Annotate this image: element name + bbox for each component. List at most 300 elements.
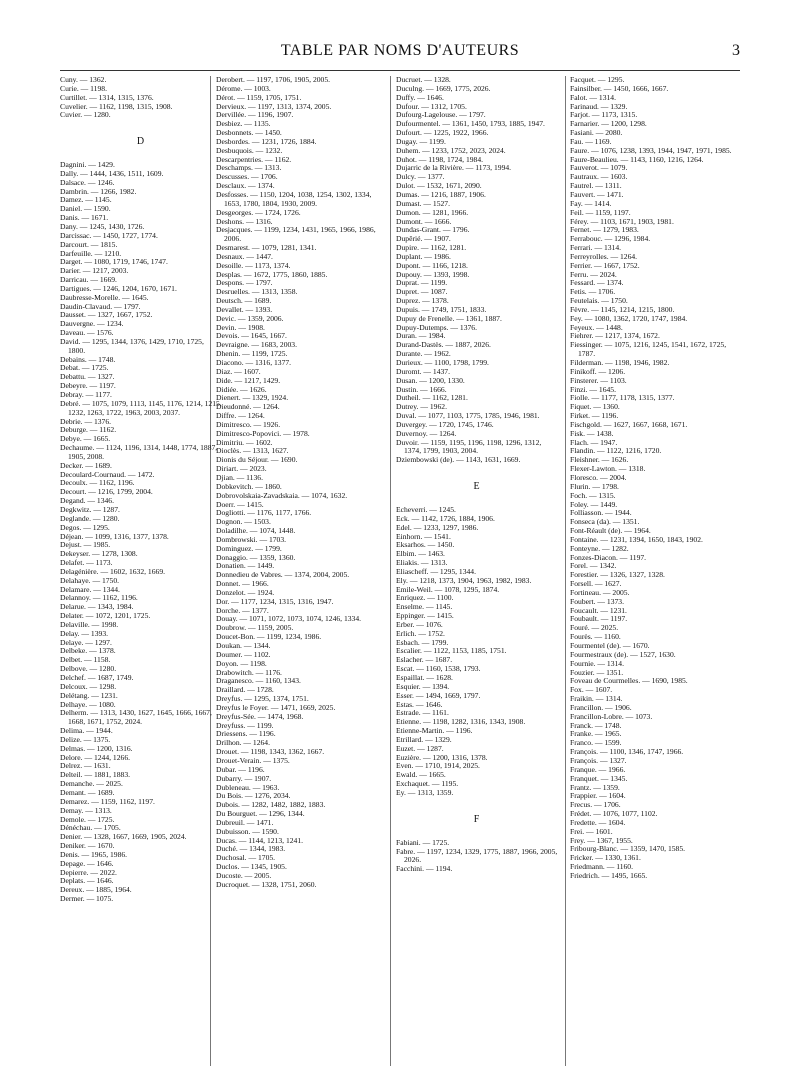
index-entry: Finsterer. — 1103.: [570, 375, 627, 385]
index-entry: Erber. — 1076.: [396, 619, 443, 629]
index-entry: Espaillat. — 1628.: [396, 673, 453, 682]
index-entry: Dartigues. — 1246, 1204, 1670, 1671.: [60, 283, 177, 293]
index-entry: Ey. — 1313, 1359.: [396, 787, 454, 797]
index-entry: Driessens. — 1196.: [216, 729, 276, 739]
index-column-1: [60, 76, 222, 1072]
index-entry: Dervieux. — 1197, 1313, 1374, 2005.: [216, 101, 332, 111]
index-column-2: [216, 76, 378, 1072]
index-entry: Eliakis. — 1313.: [396, 558, 448, 568]
index-entry: Fonteyne. — 1282.: [570, 543, 629, 553]
index-entry: Dogliotti. — 1176, 1177, 1766.: [216, 508, 312, 518]
index-entry: Fournie. — 1314.: [570, 658, 624, 668]
index-entry: Franck. — 1748.: [570, 720, 622, 730]
index-entry: Duché. — 1344, 1983.: [216, 844, 286, 854]
index-entry: Didiée. — 1626.: [216, 384, 267, 394]
index-entry: Fautraux. — 1603.: [570, 172, 628, 182]
index-entry: Desnaux. — 1447.: [216, 251, 273, 261]
index-entry: Floresco. — 2004.: [570, 472, 627, 482]
index-entry: Donnet. — 1966.: [216, 579, 269, 589]
index-entry: Fasiani. — 2080.: [570, 128, 623, 138]
index-entry: Frei. — 1601.: [570, 826, 613, 836]
index-entry: Draganesco. — 1160, 1343.: [216, 676, 301, 686]
index-entry: Dulot. — 1532, 1671, 2090.: [396, 181, 482, 191]
index-entry: Dutheil. — 1162, 1281.: [396, 393, 468, 403]
index-entry: Farinaud. — 1329.: [570, 101, 628, 111]
index-entry: Debattu. — 1327.: [60, 372, 115, 382]
index-entry: Foveau de Courmelles. — 1690, 1985.: [570, 676, 688, 686]
index-entry: Exchaquet. — 1195.: [396, 779, 459, 789]
index-entry: Dambrin. — 1266, 1982.: [60, 186, 137, 196]
index-entry: Darcourt. — 1815.: [60, 239, 118, 249]
index-entry: Franquet. — 1345.: [570, 773, 628, 783]
index-entry: Drabowitch. — 1176.: [216, 667, 282, 677]
index-entry: Darget. — 1080, 1719, 1746, 1747.: [60, 257, 168, 267]
index-entry: Delay. — 1393.: [60, 628, 109, 638]
index-entry: Dany. — 1245, 1430, 1726.: [60, 221, 145, 231]
index-entry: Decker. — 1689.: [60, 460, 112, 470]
index-entry: Forsell. — 1627.: [570, 579, 622, 589]
index-entry: Devin. — 1908.: [216, 322, 265, 332]
index-columns: [60, 76, 740, 1072]
index-entry: Emile-Weil. — 1078, 1295, 1874.: [396, 584, 500, 594]
index-entry: Dupret. — 1087.: [396, 287, 448, 297]
index-entry: Frédet. — 1076, 1077, 1102.: [570, 809, 658, 819]
index-entry: Drouet-Verain. — 1375.: [216, 755, 290, 765]
index-entry: Dufourg-Lagelouse. — 1797.: [396, 110, 486, 120]
index-entry: Francillon. — 1906.: [570, 702, 632, 712]
index-entry: Font-Réault (de). — 1964.: [570, 526, 651, 536]
index-entry: Fouzier. — 1351.: [570, 667, 624, 677]
index-entry: Foubert. — 1373.: [570, 596, 624, 606]
index-entry: Dermer. — 1075.: [60, 894, 114, 904]
index-entry: Dagnini. — 1429.: [60, 160, 115, 170]
index-entry: Dumast. — 1527.: [396, 198, 450, 208]
index-entry: Duprez. — 1378.: [396, 296, 449, 306]
index-entry: Folliasson. — 1944.: [570, 508, 632, 518]
index-entry: Escat. — 1160, 1538, 1793.: [396, 664, 481, 674]
index-entry: Draillard. — 1728.: [216, 685, 274, 695]
index-entry: Farnarier. — 1200, 1298.: [570, 119, 647, 129]
index-entry: Fischgold. — 1627, 1667, 1668, 1671.: [570, 419, 688, 429]
index-entry: Ducroquet. — 1328, 1751, 2060.: [216, 879, 317, 889]
index-entry: Foubault. — 1197.: [570, 614, 628, 624]
index-entry: Foucault. — 1231.: [570, 605, 627, 615]
section-letter: E: [473, 481, 481, 493]
page-number: 3: [732, 42, 740, 59]
index-entry: Fau. — 1169.: [570, 136, 612, 146]
index-entry: Etienne. — 1198, 1282, 1316, 1343, 1908.: [396, 717, 526, 727]
index-entry: Dienert. — 1329, 1924.: [216, 393, 289, 403]
index-entry: Enselme. — 1145.: [396, 602, 453, 612]
index-entry: Fainsilber. — 1450, 1666, 1667.: [570, 83, 669, 93]
index-entry: Filderman. — 1198, 1946, 1982.: [570, 358, 670, 367]
index-entry: Duran. — 1984.: [396, 331, 446, 341]
index-entry: Donzelot. — 1924.: [216, 587, 275, 597]
index-entry: Dechaume. — 1124, 1196, 1314, 1448, 1774, 1887, 1905, 2008.: [60, 443, 218, 461]
index-entry: Demant. — 1689.: [60, 787, 115, 797]
index-entry: Erlich. — 1752.: [396, 628, 445, 638]
index-entry: Delbet. — 1158.: [60, 655, 111, 665]
index-entry: Doumer. — 1102.: [216, 649, 271, 659]
index-entry: Dubarry. — 1907.: [216, 773, 272, 783]
index-entry: Devraigne. — 1683, 2003.: [216, 340, 297, 350]
index-entry: Delteil. — 1881, 1883.: [60, 770, 131, 780]
index-entry: Depierre. — 2022.: [60, 867, 117, 877]
index-entry: Desbuquois. — 1232.: [216, 145, 283, 155]
index-entry: Dervillée. — 1196, 1907.: [216, 110, 294, 120]
index-entry: Cuvelier. — 1162, 1198, 1315, 1908.: [60, 101, 173, 111]
index-entry: Fernet. — 1279, 1983.: [570, 225, 639, 235]
index-entry: Curtillet. — 1314, 1315, 1376.: [60, 92, 154, 102]
index-entry: Ely. — 1218, 1373, 1904, 1963, 1982, 1983.: [396, 575, 532, 585]
index-entry: Etrillard. — 1329.: [396, 734, 452, 744]
index-entry: Feil. — 1159, 1197.: [570, 207, 631, 217]
index-entry: Damez. — 1145.: [60, 195, 112, 205]
index-entry: Degos. — 1295.: [60, 522, 110, 532]
index-entry: Desoille. — 1173, 1374.: [216, 260, 291, 270]
index-entry: Dide. — 1217, 1429.: [216, 375, 281, 385]
column-divider: [390, 76, 391, 1066]
index-entry: Delhaye. — 1080.: [60, 699, 116, 709]
index-column-4: [570, 76, 732, 1072]
index-entry: Djian. — 1136.: [216, 472, 263, 482]
index-entry: Forestier. — 1326, 1327, 1328.: [570, 570, 665, 580]
index-entry: Esser. — 1494, 1669, 1797.: [396, 690, 481, 700]
index-entry: Ferreyrolles. — 1264.: [570, 251, 638, 261]
index-entry: Cuvier. — 1280.: [60, 110, 111, 120]
index-entry: Dziembowski (de). — 1143, 1631, 1669.: [396, 455, 521, 465]
index-entry: Euzet. — 1287.: [396, 743, 444, 753]
index-entry: Dieudonné. — 1264.: [216, 402, 280, 412]
index-entry: Einhorn. — 1541.: [396, 531, 451, 541]
index-entry: Dioclès. — 1313, 1627.: [216, 446, 289, 456]
index-entry: Ferrabouc. — 1296, 1984.: [570, 234, 651, 244]
index-entry: Desbonnets. — 1450.: [216, 128, 282, 138]
index-entry: Dubar. — 1196.: [216, 764, 265, 774]
index-entry: Delaye. — 1297.: [60, 637, 112, 647]
index-entry: Dereux. — 1885, 1964.: [60, 885, 132, 895]
index-entry: Duvernoy. — 1264.: [396, 428, 457, 438]
index-entry: Degand. — 1346.: [60, 496, 114, 506]
index-entry: Dumont. — 1666.: [396, 216, 452, 226]
index-entry: Doubrow. — 1159, 2005.: [216, 623, 294, 633]
index-entry: Delcoux. — 1298.: [60, 681, 117, 691]
index-entry: Esquier. — 1394.: [396, 681, 450, 691]
index-entry: Fabre. — 1197, 1234, 1329, 1775, 1887, 1966, 2005, 2026.: [396, 846, 558, 865]
index-entry: Falot. — 1314.: [570, 92, 616, 102]
index-entry: Derobert. — 1197, 1706, 1905, 2005.: [216, 76, 331, 84]
page-title: TABLE PAR NOMS D'AUTEURS: [280, 42, 520, 59]
index-entry: Dufour. — 1312, 1705.: [396, 101, 467, 111]
index-entry: Donnedieu de Vabres. — 1374, 2004, 2005.: [216, 570, 350, 580]
index-entry: Desgeorges. — 1724, 1726.: [216, 207, 301, 217]
index-entry: Duval. — 1077, 1103, 1775, 1785, 1946, 1981.: [396, 411, 540, 421]
index-entry: Dénéchau. — 1705.: [60, 823, 121, 833]
index-entry: Fiessinger. — 1075, 1216, 1245, 1541, 1672, 1725, 1787.: [570, 340, 727, 359]
index-entry: Elbim. — 1463.: [396, 549, 445, 559]
index-entry: Fourmestraux (de). — 1527, 1630.: [570, 649, 676, 659]
index-entry: Dumas. — 1216, 1887, 1906.: [396, 189, 486, 199]
index-entry: Delaville. — 1998.: [60, 619, 119, 629]
index-entry: Drouet. — 1198, 1343, 1362, 1667.: [216, 747, 325, 757]
index-entry: Frappier. — 1604.: [570, 791, 626, 801]
index-entry: Douay. — 1071, 1072, 1073, 1074, 1246, 1334.: [216, 614, 362, 624]
index-entry: Dulcy. — 1377.: [396, 172, 445, 182]
index-entry: Friedrich. — 1495, 1665.: [570, 870, 648, 880]
index-entry: Durante. — 1962.: [396, 349, 451, 359]
index-entry: Delahaye. — 1750.: [60, 575, 120, 585]
index-entry: Eliascheff. — 1295, 1344.: [396, 566, 477, 576]
index-entry: Dreyfus. — 1295, 1374, 1751.: [216, 694, 309, 704]
index-entry: Faure-Beaulieu. — 1143, 1160, 1216, 1264.: [570, 154, 704, 164]
index-entry: Doukan. — 1344.: [216, 641, 271, 650]
index-entry: Ducas. — 1144, 1213, 1241.: [216, 835, 304, 845]
index-entry: Delchef. — 1687, 1749.: [60, 673, 134, 682]
index-entry: Duplant. — 1986.: [396, 251, 451, 261]
index-entry: Delafet. — 1173.: [60, 558, 113, 568]
index-entry: Dalsace. — 1246.: [60, 177, 115, 187]
index-entry: Dutrey. — 1962.: [396, 402, 447, 412]
index-entry: Flandin. — 1122, 1216, 1720.: [570, 446, 662, 456]
index-entry: Deniker. — 1670.: [60, 841, 115, 851]
index-entry: Donatien. — 1449.: [216, 561, 275, 571]
index-entry: Duprat. — 1199.: [396, 278, 448, 288]
index-column-3: [396, 76, 558, 1072]
index-entry: Dumon. — 1281, 1966.: [396, 207, 469, 217]
index-entry: Echeverri. — 1245.: [396, 504, 456, 514]
index-entry: Fox. — 1607.: [570, 685, 613, 695]
index-entry: Dimitriu. — 1602.: [216, 437, 273, 447]
index-entry: Delima. — 1944.: [60, 726, 113, 736]
index-entry: Demole. — 1725.: [60, 814, 115, 824]
index-entry: Fleishner. — 1626.: [570, 455, 629, 465]
index-entry: Dekeyser. — 1278, 1308.: [60, 549, 138, 559]
index-entry: Diriart. — 2023.: [216, 464, 267, 474]
index-entry: Doucet-Bon. — 1199, 1234, 1986.: [216, 632, 322, 642]
index-entry: Duromt. — 1437.: [396, 366, 450, 376]
index-entry: Fisk. — 1438.: [570, 428, 614, 438]
index-entry: Darcissac. — 1450, 1727, 1774.: [60, 230, 158, 240]
index-entry: Dupuis. — 1749, 1751, 1833.: [396, 304, 487, 314]
index-entry: Debains. — 1748.: [60, 354, 116, 364]
index-entry: Dusan. — 1200, 1330.: [396, 375, 465, 385]
index-entry: Fourmentel (de). — 1670.: [570, 641, 650, 650]
index-entry: Darricau. — 1669.: [60, 275, 117, 285]
index-entry: Eksarhos. — 1450.: [396, 540, 455, 550]
index-entry: Dausset. — 1327, 1667, 1752.: [60, 310, 153, 320]
index-entry: Feyeux. — 1448.: [570, 322, 623, 332]
index-entry: François. — 1100, 1346, 1747, 1966.: [570, 747, 684, 757]
index-entry: Demay. — 1313.: [60, 805, 112, 815]
index-entry: Dubleneau. — 1963.: [216, 782, 280, 792]
index-entry: Deburge. — 1162.: [60, 425, 117, 435]
index-entry: Duclos. — 1345, 1905.: [216, 862, 287, 872]
index-entry: Esbach. — 1799.: [396, 637, 449, 647]
index-entry: Devois. — 1645, 1667.: [216, 331, 287, 341]
index-entry: Flexer-Lawton. — 1318.: [570, 464, 646, 474]
index-entry: Dally. — 1444, 1436, 1511, 1609.: [60, 168, 164, 178]
index-entry: Doerr. — 1415.: [216, 499, 264, 509]
index-entry: Curie. — 1198.: [60, 83, 107, 93]
section-letter: D: [136, 136, 146, 148]
index-entry: Depage. — 1646.: [60, 858, 114, 868]
index-entry: Dubois. — 1282, 1482, 1882, 1883.: [216, 800, 326, 810]
index-entry: Estas. — 1646.: [396, 699, 443, 709]
index-entry: Eslacher. — 1687.: [396, 655, 453, 665]
index-entry: Finzi. — 1645.: [570, 384, 616, 394]
index-entry: Dupont. — 1166, 1218.: [396, 260, 468, 270]
index-entry: Debye. — 1665.: [60, 434, 111, 444]
index-entry: Frey. — 1367, 1955.: [570, 835, 633, 845]
index-entry: Delamare. — 1344.: [60, 584, 120, 594]
index-entry: Flurin. — 1798.: [570, 481, 619, 491]
index-entry: Dujarric de la Rivière. — 1173, 1994.: [396, 163, 512, 173]
index-entry: Deutsch. — 1689.: [216, 296, 272, 306]
index-entry: Estrade. — 1161.: [396, 708, 449, 718]
index-entry: Daubresse-Morelle. — 1645.: [60, 292, 149, 302]
index-entry: Delagénière. — 1602, 1632, 1669.: [60, 566, 166, 576]
index-entry: Delarue. — 1343, 1984.: [60, 602, 134, 612]
index-entry: Dérome. — 1003.: [216, 83, 271, 93]
index-entry: Duvergey. — 1720, 1745, 1746.: [396, 419, 494, 429]
page-header: [60, 40, 740, 68]
index-entry: Dugay. — 1199.: [396, 136, 446, 146]
index-entry: Desbordes. — 1231, 1726, 1884.: [216, 136, 317, 146]
index-entry: Debré. — 1075, 1079, 1113, 1145, 1176, 1214, 1215, 1232, 1263, 1722, 1963, 2003, 2037.: [60, 398, 222, 417]
index-entry: Du Bois. — 1276, 2034.: [216, 791, 291, 801]
index-entry: Dreyfuss. — 1199.: [216, 720, 274, 730]
index-entry: Firket. — 1196.: [570, 411, 619, 421]
index-entry: Deschamps. — 1313.: [216, 163, 282, 173]
index-entry: Fontaine. — 1231, 1394, 1650, 1843, 1902.: [570, 534, 703, 544]
index-entry: Dupêrié. — 1907.: [396, 234, 451, 244]
index-entry: Deglande. — 1280.: [60, 513, 120, 523]
index-entry: Fessard. — 1374.: [570, 278, 624, 288]
index-entry: Fauverot. — 1079.: [570, 163, 628, 173]
index-entry: Delbove. — 1280.: [60, 664, 117, 674]
index-entry: Escalier. — 1122, 1153, 1185, 1751.: [396, 646, 507, 656]
index-entry: Demarez. — 1159, 1162, 1197.: [60, 796, 155, 806]
index-entry: Duffy. — 1646.: [396, 92, 444, 102]
index-entry: Denis. — 1965, 1986.: [60, 849, 128, 859]
index-entry: Desjacques. — 1199, 1234, 1431, 1965, 1966, 1986, 2006.: [216, 225, 376, 244]
index-entry: Duchosal. — 1705.: [216, 853, 276, 863]
index-entry: Ferru. — 2024.: [570, 269, 617, 279]
index-entry: Edel. — 1233, 1297, 1986.: [396, 522, 479, 532]
index-entry: Fourès. — 1160.: [570, 632, 621, 642]
index-entry: Debrie. — 1376.: [60, 416, 112, 426]
index-entry: Franco. — 1599.: [570, 738, 622, 748]
index-entry: Drilhon. — 1264.: [216, 738, 270, 748]
index-entry: Delore. — 1244, 1266.: [60, 752, 131, 762]
index-entry: Doladilhe. — 1074, 1448.: [216, 526, 296, 536]
index-entry: Fonseca (da). — 1351.: [570, 517, 640, 527]
index-entry: Dombrowski. — 1703.: [216, 534, 287, 544]
index-entry: Du Bourguet. — 1296, 1344.: [216, 809, 305, 819]
index-entry: Dupuy-Dutemps. — 1376.: [396, 322, 477, 332]
index-entry: Fredette. — 1604.: [570, 817, 626, 827]
index-entry: Fiquet. — 1360.: [570, 402, 620, 412]
index-entry: Fribourg-Blanc. — 1359, 1470, 1585.: [570, 844, 686, 854]
index-entry: Deshons. — 1316.: [216, 216, 273, 226]
index-entry: Foch. — 1315.: [570, 490, 616, 500]
index-entry: Dognon. — 1503.: [216, 517, 271, 527]
section-letter: F: [473, 813, 481, 825]
index-entry: Diacono. — 1316, 1377.: [216, 358, 292, 367]
index-entry: Decoulx. — 1162, 1196.: [60, 478, 135, 488]
index-entry: Franke. — 1965.: [570, 729, 622, 739]
index-entry: Fey. — 1080, 1362, 1720, 1747, 1984.: [570, 313, 688, 323]
index-entry: Foley. — 1449.: [570, 499, 618, 509]
index-entry: Donaggio. — 1359, 1360.: [216, 552, 296, 562]
index-entry: Frecus. — 1706.: [570, 800, 621, 810]
index-entry: Fèvre. — 1145, 1214, 1215, 1800.: [570, 304, 675, 314]
index-entry: David. — 1295, 1344, 1376, 1429, 1710, 1725, 1800.: [60, 336, 204, 355]
index-entry: Dubuisson. — 1590.: [216, 826, 279, 836]
index-entry: Farjot. — 1173, 1315.: [570, 110, 638, 120]
index-entry: Dor. — 1177, 1234, 1315, 1316, 1947.: [216, 596, 334, 606]
index-entry: Dufourt. — 1225, 1922, 1966.: [396, 128, 489, 138]
index-entry: Daudin-Clavaud. — 1797.: [60, 301, 141, 311]
index-entry: Déjean. — 1099, 1316, 1377, 1378.: [60, 531, 169, 541]
index-entry: Férey. — 1103, 1671, 1903, 1981.: [570, 216, 674, 226]
index-entry: Ferrier. — 1667, 1752.: [570, 260, 640, 270]
index-entry: Desplas. — 1672, 1775, 1860, 1885.: [216, 269, 328, 279]
index-entry: Dustin. — 1666.: [396, 384, 447, 394]
index-entry: Demanche. — 2025.: [60, 779, 123, 789]
index-entry: Duvoir. — 1159, 1195, 1196, 1198, 1296, 1312, 1374, 1799, 1903, 2004.: [396, 437, 542, 456]
index-entry: François. — 1327.: [570, 755, 627, 765]
index-entry: Dubreuil. — 1471.: [216, 817, 274, 827]
index-entry: Fouré. — 2025.: [570, 623, 619, 633]
index-entry: Delherm. — 1313, 1430, 1627, 1645, 1666, 1667, 1668, 1671, 1752, 2024.: [60, 708, 212, 727]
index-entry: Eppinger. — 1415.: [396, 611, 454, 621]
index-entry: Dhenin. — 1199, 1725.: [216, 349, 288, 359]
index-entry: Desbiez. — 1135.: [216, 119, 271, 129]
index-entry: Delater. — 1072, 1201, 1725.: [60, 611, 151, 621]
index-entry: Dupire. — 1162, 1281.: [396, 243, 467, 253]
index-entry: Delize. — 1375.: [60, 734, 111, 744]
index-entry: Cuny. — 1362.: [60, 76, 107, 84]
index-entry: Ferrari. — 1314.: [570, 243, 622, 253]
index-entry: Dimitresco. — 1926.: [216, 419, 281, 429]
index-entry: Euzière. — 1200, 1316, 1378.: [396, 752, 488, 762]
index-entry: Dobkevitch. — 1860.: [216, 481, 282, 491]
index-entry: Desfosses. — 1150, 1204, 1038, 1254, 1302, 1334, 1653, 1780, 1804, 1930, 2009.: [216, 189, 372, 208]
index-entry: Delétang. — 1231.: [60, 690, 118, 700]
index-entry: Fiehrer. — 1217, 1374, 1672.: [570, 331, 660, 341]
index-entry: Daveau. — 1576.: [60, 328, 114, 338]
index-entry: Dauvergne. — 1234.: [60, 319, 124, 329]
index-entry: Decoulard-Cournaud. — 1472.: [60, 469, 155, 479]
index-entry: Delannoy. — 1162, 1196.: [60, 593, 138, 603]
index-entry: Fiolle. — 1177, 1178, 1315, 1377.: [570, 393, 675, 403]
index-entry: Fricker. — 1330, 1361.: [570, 853, 641, 863]
index-entry: Delbeke. — 1378.: [60, 646, 116, 656]
index-entry: Franque. — 1966.: [570, 764, 626, 774]
index-entry: Fraikin. — 1314.: [570, 694, 623, 704]
index-entry: Doyon. — 1198.: [216, 658, 267, 668]
index-entry: Fautrel. — 1311.: [570, 181, 622, 191]
index-entry: Descusses. — 1706.: [216, 172, 278, 182]
index-entry: Desmarest. — 1079, 1281, 1341.: [216, 243, 317, 253]
index-entry: Fortineau. — 2005.: [570, 587, 630, 597]
header-rule: [60, 70, 740, 71]
index-entry: Dufourmentel. — 1361, 1450, 1793, 1885, 1947.: [396, 119, 545, 129]
index-entry: Diffre. — 1264.: [216, 411, 265, 421]
index-entry: Frantz. — 1359.: [570, 782, 620, 792]
index-entry: Fabiani. — 1725.: [396, 837, 450, 847]
